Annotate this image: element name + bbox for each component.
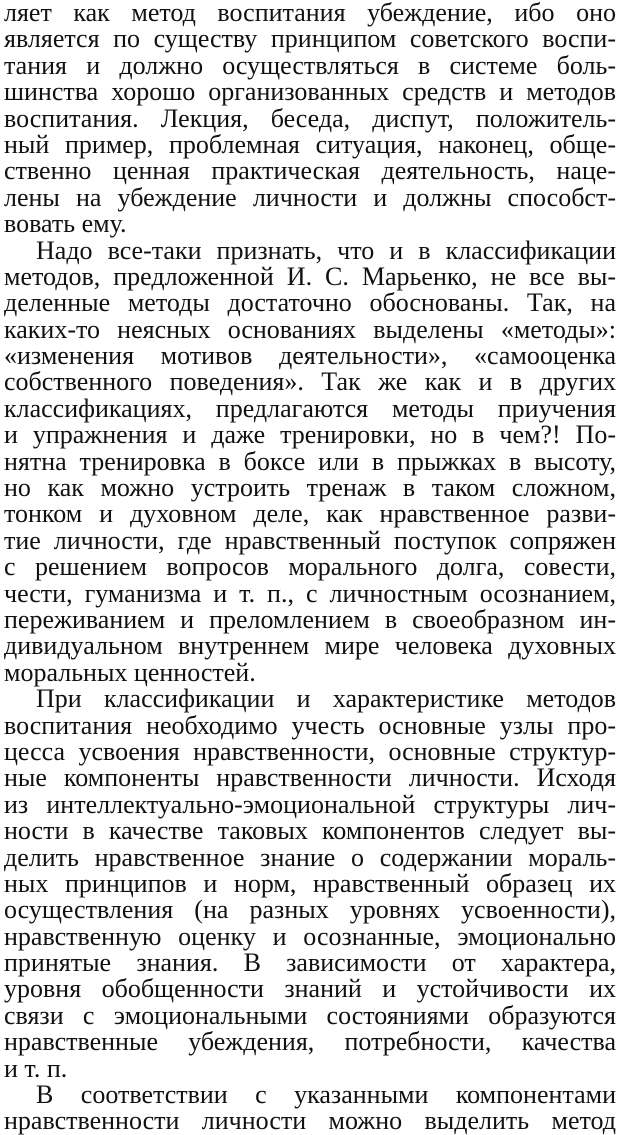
text-line: дивидуальном внутреннем мире человека духовных [4, 631, 616, 661]
text-line: воспитания необходимо учесть основные узлы про- [4, 710, 616, 740]
text-line: «изменения мотивов деятельности», «самооценка [4, 341, 616, 371]
text-line: каких-то неясных основаниях выделены «методы»: [4, 314, 616, 344]
text-line: нятна тренировка в боксе или в прыжках в высоту, [4, 446, 616, 476]
text-line: нравственные убеждения, потребности, качества [4, 1027, 616, 1057]
paragraph [4, 1082, 616, 1135]
text-line: методов, предложенной И. С. Марьенко, не все вы- [4, 261, 616, 291]
text-line: цесса усвоения нравственности, основные структур- [4, 736, 616, 766]
text-line: с решением вопросов морального долга, совести, [4, 552, 616, 582]
text-line: ный пример, проблемная ситуация, наконец, обще- [4, 129, 616, 159]
text-line: ные компоненты нравственности личности. Исходя [4, 763, 616, 793]
text-line: тие личности, где нравственный поступок сопряжен [4, 525, 616, 555]
text-line: Надо все-таки признать, что и в классификации [36, 235, 616, 265]
text-line: но как можно устроить тренаж в таком сложном, [4, 473, 616, 503]
paragraph [4, 686, 616, 1082]
paragraph [4, 0, 616, 238]
text-line: ных принципов и норм, нравственный образец их [4, 868, 616, 898]
paragraph [4, 235, 616, 687]
text-line: ности в качестве таковых компонентов следует вы- [4, 816, 616, 846]
text-line: лены на убеждение личности и должны способст- [4, 182, 616, 212]
text-line: тания и должно осуществляться в системе боль- [4, 50, 616, 80]
text-line: собственного поведения». Так же как и в других [4, 367, 616, 397]
text-line: вовать ему. [4, 209, 127, 239]
text-line: является по существу принципом советского воспи- [4, 24, 616, 54]
text-line: из интеллектуально-эмоциональной структуры лич- [4, 789, 616, 819]
text-line: и упражнения и даже тренировки, но в чем?! По- [4, 420, 616, 450]
text-line: шинства хорошо организованных средств и методов [4, 77, 616, 107]
text-line: нравственности личности можно выделить метод [4, 1106, 616, 1135]
text-line: делить нравственное знание о содержании мораль- [4, 842, 616, 872]
text-line: тонком и духовном деле, как нравственное разви- [4, 499, 616, 529]
text-line: нравственную оценку и осознанные, эмоционально [4, 921, 616, 951]
text-line: и т. п. [4, 1053, 68, 1083]
text-line: воспитания. Лекция, беседа, диспут, положитель- [4, 103, 616, 133]
text-line: ственно ценная практическая деятельность, наце- [4, 156, 616, 186]
text-line: связи с эмоциональными состояниями образуются [4, 1000, 616, 1030]
text-line: ляет как метод воспитания убеждение, ибо оно [4, 0, 616, 27]
text-line: В соответствии с указанными компонентами [36, 1080, 616, 1110]
text-line: деленные методы достаточно обоснованы. Так, на [4, 288, 616, 318]
text-line: уровня обобщенности знаний и устойчивости их [4, 974, 616, 1004]
text-line: моральных ценностей. [4, 657, 256, 687]
text-line: чести, гуманизма и т. п., с личностным осознанием, [4, 578, 616, 608]
text-line: осуществления (на разных уровнях усвоенности), [4, 895, 616, 925]
text-line: При классификации и характеристике методов [36, 684, 616, 714]
text-line: принятые знания. В зависимости от характера, [4, 948, 616, 978]
text-line: переживанием и преломлением в своеобразном ин- [4, 604, 616, 634]
text-line: классификациях, предлагаются методы приучения [4, 393, 616, 423]
